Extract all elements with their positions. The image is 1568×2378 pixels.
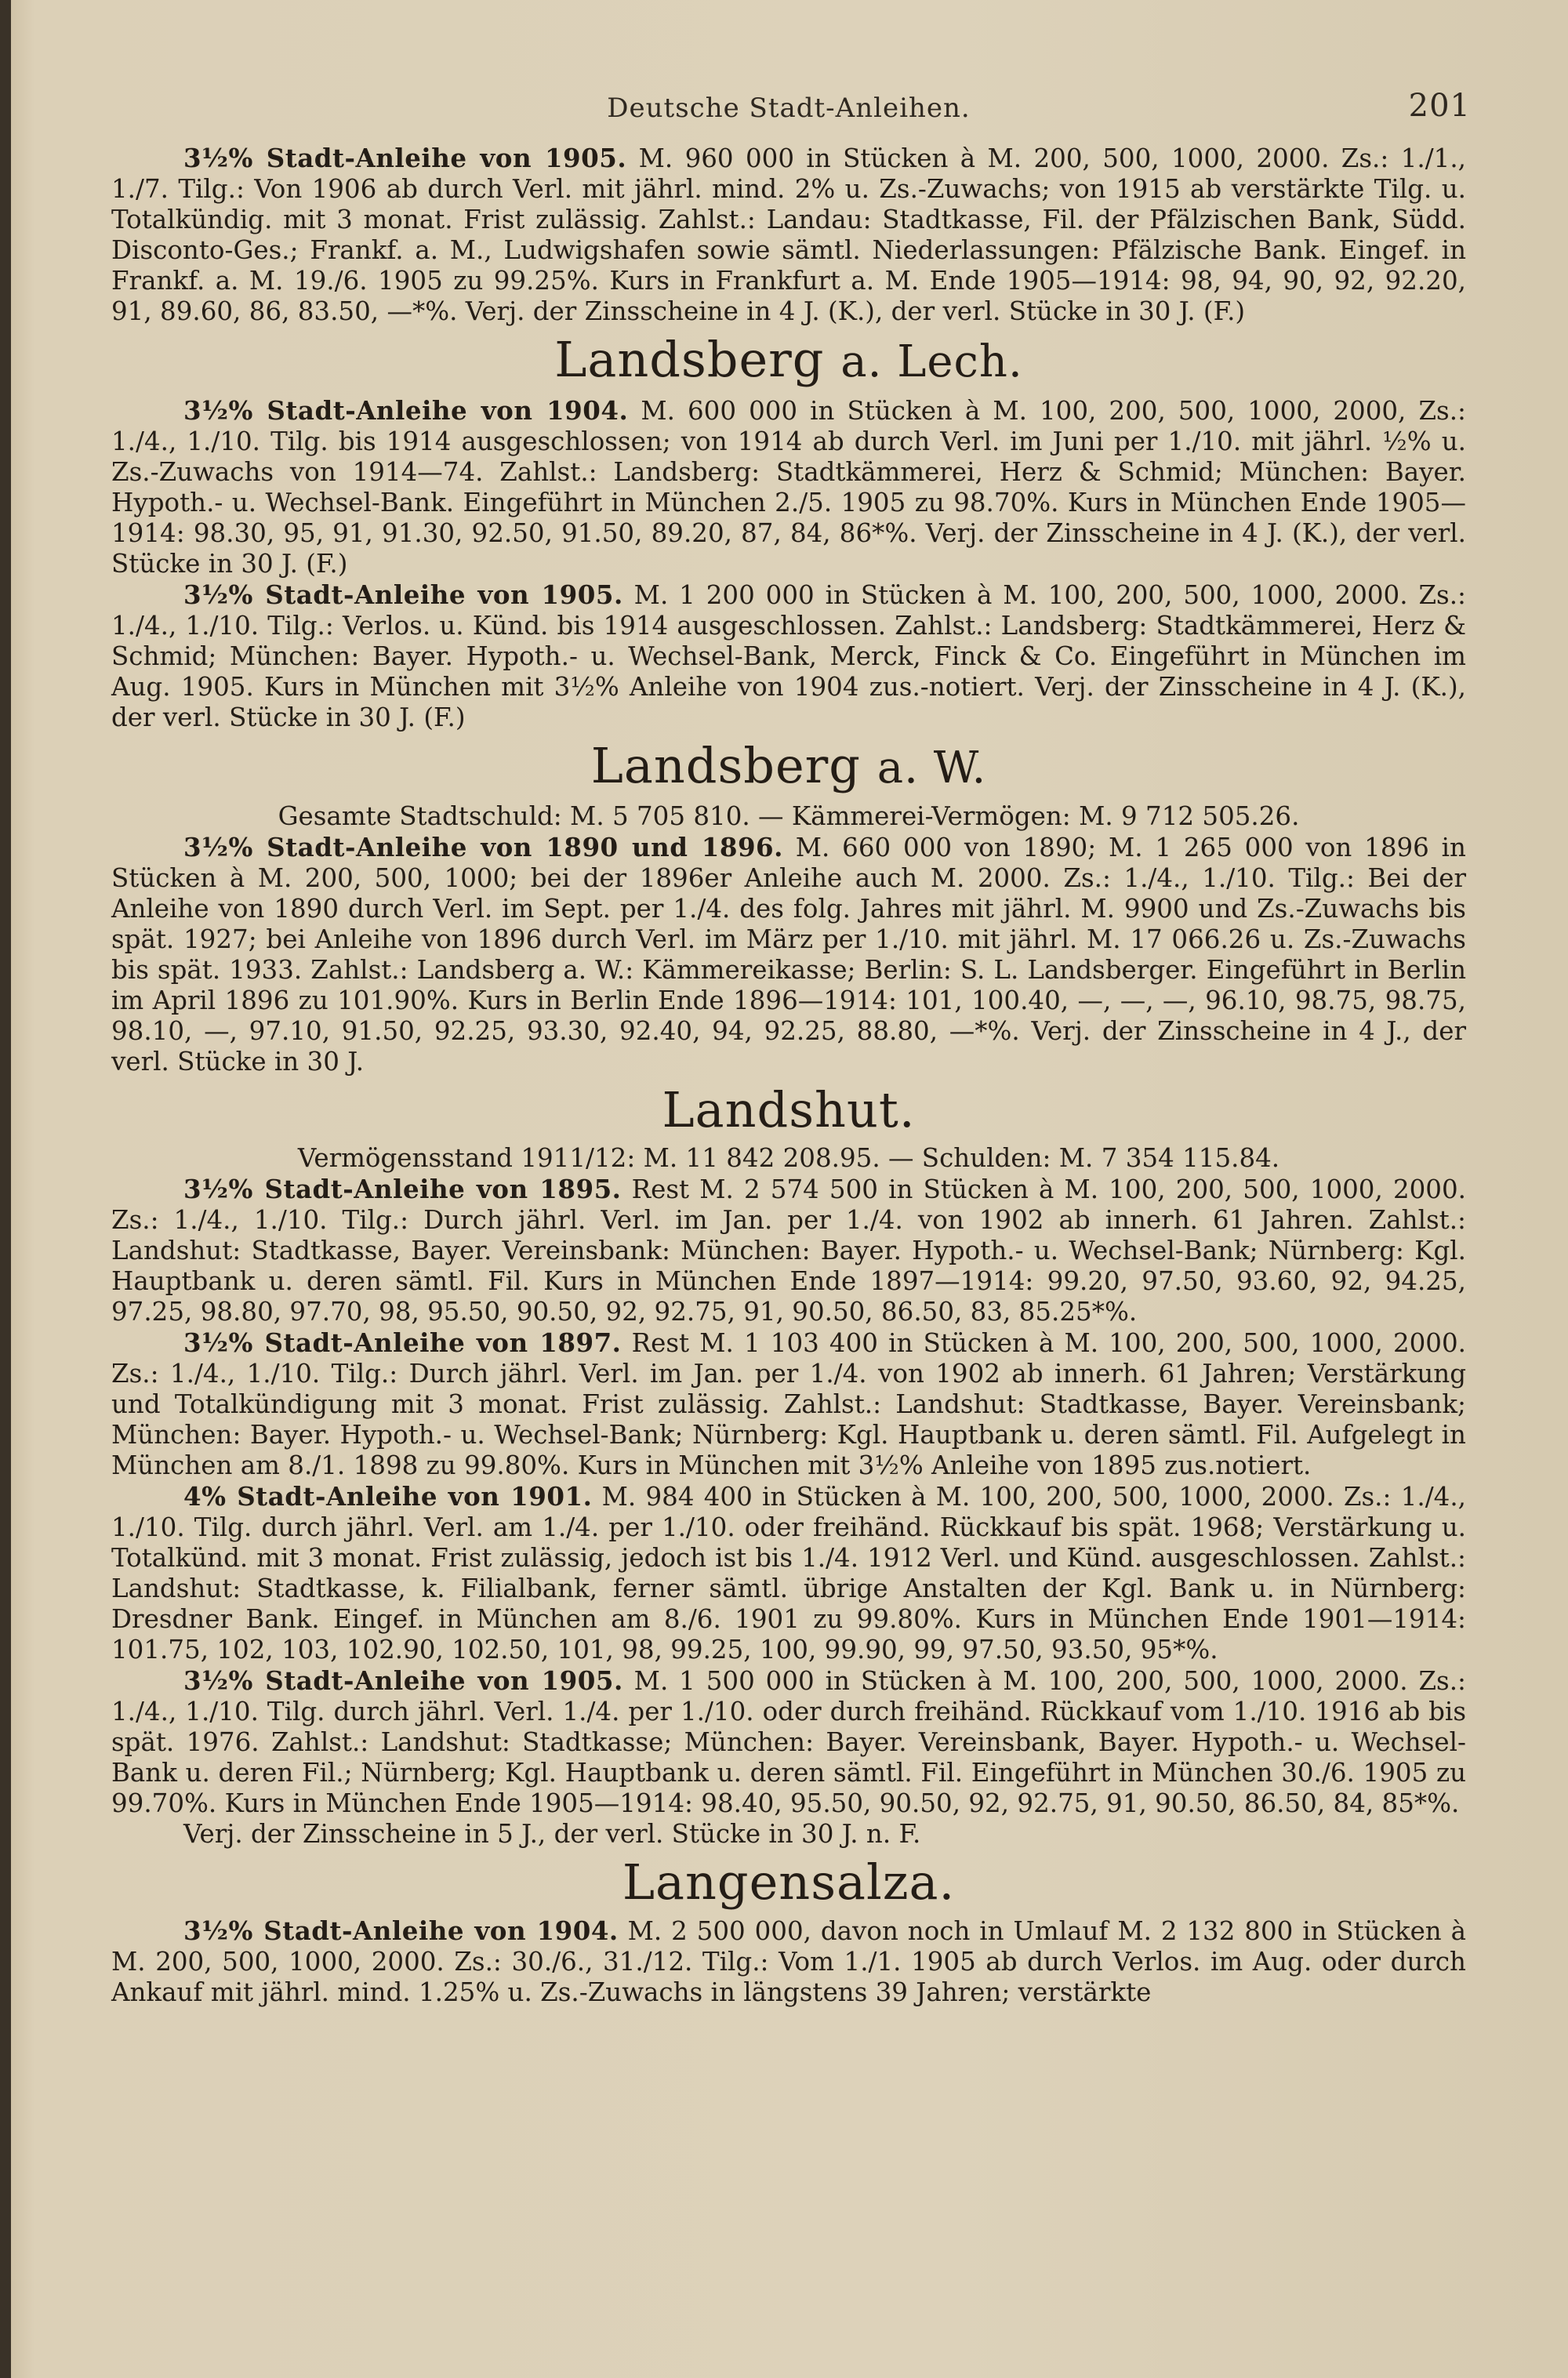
bond-title: 3½% Stadt-Anleihe von 1890 und 1896. [183, 832, 783, 862]
bond-title: 3½% Stadt-Anleihe von 1905. [183, 579, 623, 610]
town-heading-landshut [111, 1077, 1466, 1143]
town-name: Langensalza. [622, 1853, 956, 1911]
bond-entry [111, 1481, 1466, 1665]
bond-text: M. 1 500 000 in Stücken à M. 100, 200, 500, 1000, 2000. Zs.: 1./4., 1./10. Tilg. durch jährl. Verl. 1./4. per 1./10. oder durch freihänd. Rückkauf vom 1./10. 1916 ab bis spät. 1976. Zahlst.: Landshut: Stadtkasse; München: Bayer. Vereinsbank, Bayer. Hypoth.- u. Wechsel-Bank u. deren Fil.; Nürnberg; Kgl. Hauptbank u. deren sämtl. Fil. Eingeführt in München 30./6. 1905 zu 99.70%. Kurs in München Ende 1905—1914: 98.40, 95.50, 90.50, 92, 92.75, 91, 90.50, 86.50, 84, 85*%. [111, 1666, 1466, 1818]
bond-text: M. 600 000 in Stücken à M. 100, 200, 500, 1000, 2000, Zs.: 1./4., 1./10. Tilg. bis 1914 ausgeschlossen; von 1914 ab durch Verl. im Juni per 1./10. mit jährl. ½% u. Zs.-Zuwachs von 1914—74. Zahlst.: Landsberg: Stadtkämmerei, Herz & Schmid; München: Bayer. Hypoth.- u. Wechsel-Bank. Eingeführt in München 2./5. 1905 zu 98.70%. Kurs in München Ende 1905—1914: 98.30, 95, 91, 91.30, 92.50, 91.50, 89.20, 87, 84, 86*%. Verj. der Zinsscheine in 4 J. (K.), der verl. Stücke in 30 J. (F.) [111, 396, 1466, 579]
town-heading-langensalza [111, 1850, 1466, 1915]
town-name: Landsberg [590, 737, 861, 794]
bond-title: 3½% Stadt-Anleihe von 1904. [183, 395, 629, 426]
bond-title: 4% Stadt-Anleihe von 1901. [183, 1481, 593, 1512]
bond-text: M. 660 000 von 1890; M. 1 265 000 von 1896 in Stücken à M. 200, 500, 1000; bei der 1896er Anleihe auch M. 2000. Zs.: 1./4., 1./10. Tilg.: Bei der Anleihe von 1890 durch Verl. im Sept. per 1./4. des folg. Jahres mit jährl. M. 9900 und Zs.-Zuwachs bis spät. 1927; bei Anleihe von 1896 durch Verl. im März per 1./10. mit jährl. M. 17 066.26 u. Zs.-Zuwachs bis spät. 1933. Zahlst.: Landsberg a. W.: Kämmereikasse; Berlin: S. L. Landsberger. Eingeführt in Berlin im April 1896 zu 101.90%. Kurs in Berlin Ende 1896—1914: 101, 100.40, —, —, —, 96.10, 98.75, 98.75, 98.10, —, 97.10, 91.50, 92.25, 93.30, 92.40, 94, 92.25, 88.80, —*%. Verj. der Zinsscheine in 4 J., der verl. Stücke in 30 J. [111, 833, 1466, 1076]
bond-title: 3½% Stadt-Anleihe von 1897. [183, 1327, 622, 1358]
town-summary: Vermögensstand 1911/12: M. 11 842 208.95. — Schulden: M. 7 354 115.84. [297, 1143, 1280, 1173]
running-title: Deutsche Stadt-Anleihen. [607, 93, 971, 124]
bond-entry [111, 1915, 1466, 2008]
bond-text: M. 984 400 in Stücken à M. 100, 200, 500, 1000, 2000. Zs.: 1./4., 1./10. Tilg. durch jährl. Verl. am 1./4. per 1./10. oder freihänd. Rückkauf bis spät. 1968; Verstärkung u. Totalkünd. mit 3 monat. Frist zulässig, jedoch ist bis 1./4. 1912 Verl. und Künd. ausgeschlossen. Zahlst.: Landshut: Stadtkasse, k. Filialbank, ferner sämtl. übrige Anstalten der Kgl. Bank u. in Nürnberg: Dresdner Bank. Eingef. in München am 8./6. 1901 zu 99.80%. Kurs in München Ende 1901—1914: 101.75, 102, 103, 102.90, 102.50, 101, 98, 99.25, 100, 99.90, 99, 97.50, 93.50, 95*%. [111, 1482, 1466, 1665]
bond-entry [111, 143, 1466, 327]
running-head [111, 88, 1471, 143]
town-suffix: a. W. [877, 742, 987, 793]
bond-text: M. 2 500 000, davon noch in Umlauf M. 2 132 800 in Stücken à M. 200, 500, 1000, 2000. Zs.: 30./6., 31./12. Tilg.: Vom 1./1. 1905 ab durch Verlos. im Aug. oder durch Ankauf mit jährl. mind. 1.25% u. Zs.-Zuwachs in längstens 39 Jahren; verstärkte [111, 1916, 1466, 2007]
bond-title: 3½% Stadt-Anleihe von 1904. [183, 1915, 619, 1946]
town-name: Landshut. [662, 1081, 916, 1138]
bond-entry [111, 579, 1466, 733]
bond-text: M. 960 000 in Stücken à M. 200, 500, 1000, 2000. Zs.: 1./1., 1./7. Tilg.: Von 1906 ab durch Verl. mit jährl. mind. 2% u. Zs.-Zuwachs; von 1915 ab verstärkte Tilg. u. Totalkündig. mit 3 monat. Frist zulässig. Zahlst.: Landau: Stadtkasse, Fil. der Pfälzischen Bank, Südd. Disconto-Ges.; Frankf. a. M., Ludwigshafen sowie sämtl. Niederlassungen: Pfälzische Bank. Eingef. in Frankf. a. M. 19./6. 1905 zu 99.25%. Kurs in Frankfurt a. M. Ende 1905—1914: 98, 94, 90, 92, 92.20, 91, 89.60, 86, 83.50, —*%. Verj. der Zinsscheine in 4 J. (K.), der verl. Stücke in 30 J. (F.) [111, 143, 1466, 326]
closing-note: Verj. der Zinsscheine in 5 J., der verl. Stücke in 30 J. n. F. [183, 1819, 921, 1849]
town-summary: Gesamte Stadtschuld: M. 5 705 810. — Kämmerei-Vermögen: M. 9 712 505.26. [278, 801, 1300, 831]
bond-title: 3½% Stadt-Anleihe von 1895. [183, 1174, 622, 1204]
bond-entry [111, 1665, 1466, 1819]
bond-text: Rest M. 1 103 400 in Stücken à M. 100, 200, 500, 1000, 2000. Zs.: 1./4., 1./10. Tilg.: Durch jährl. Verl. im Jan. per 1./4. von 1902 ab innerh. 61 Jahren; Verstärkung und Totalkündigung mit 3 monat. Frist zulässig. Zahlst.: Landshut: Stadtkasse, Bayer. Vereinsbank; München: Bayer. Hypoth.- u. Wechsel-Bank; Nürnberg: Kgl. Hauptbank u. deren sämtl. Fil. Aufgelegt in München am 8./1. 1898 zu 99.80%. Kurs in München mit 3½% Anleihe von 1895 zus.notiert. [111, 1328, 1466, 1480]
town-heading-landsberg-lech [111, 327, 1466, 395]
bond-text: Rest M. 2 574 500 in Stücken à M. 100, 200, 500, 1000, 2000. Zs.: 1./4., 1./10. Tilg.: Durch jährl. Verl. im Jan. per 1./4. von 1902 ab innerh. 61 Jahren. Zahlst.: Landshut: Stadtkasse, Bayer. Vereinsbank: München: Bayer. Hypoth.- u. Wechsel-Bank; Nürnberg: Kgl. Hauptbank u. deren sämtl. Fil. Kurs in München Ende 1897—1914: 99.20, 97.50, 93.60, 92, 94.25, 97.25, 98.80, 97.70, 98, 95.50, 90.50, 92, 92.75, 91, 90.50, 86.50, 83, 85.25*%. [111, 1174, 1466, 1327]
bond-entry [111, 1327, 1466, 1481]
bond-text: M. 1 200 000 in Stücken à M. 100, 200, 500, 1000, 2000. Zs.: 1./4., 1./10. Tilg.: Verlos. u. Künd. bis 1914 ausgeschlossen. Zahlst.: Landsberg: Stadtkämmerei, Herz & Schmid; München: Bayer. Hypoth.- u. Wechsel-Bank, Merck, Finck & Co. Eingeführt in München im Aug. 1905. Kurs in München mit 3½% Anleihe von 1904 zus.-notiert. Verj. der Zinsscheine in 4 J. (K.), der verl. Stücke in 30 J. (F.) [111, 580, 1466, 732]
bond-entry [111, 395, 1466, 579]
town-name: Landsberg [554, 331, 825, 388]
page-number: 201 [1408, 88, 1471, 124]
bond-entry [111, 832, 1466, 1077]
bond-title: 3½% Stadt-Anleihe von 1905. [183, 143, 627, 173]
bond-title: 3½% Stadt-Anleihe von 1905. [183, 1665, 623, 1696]
town-heading-landsberg-w [111, 733, 1466, 801]
town-suffix: a. Lech. [840, 336, 1023, 387]
bond-entry [111, 1174, 1466, 1327]
